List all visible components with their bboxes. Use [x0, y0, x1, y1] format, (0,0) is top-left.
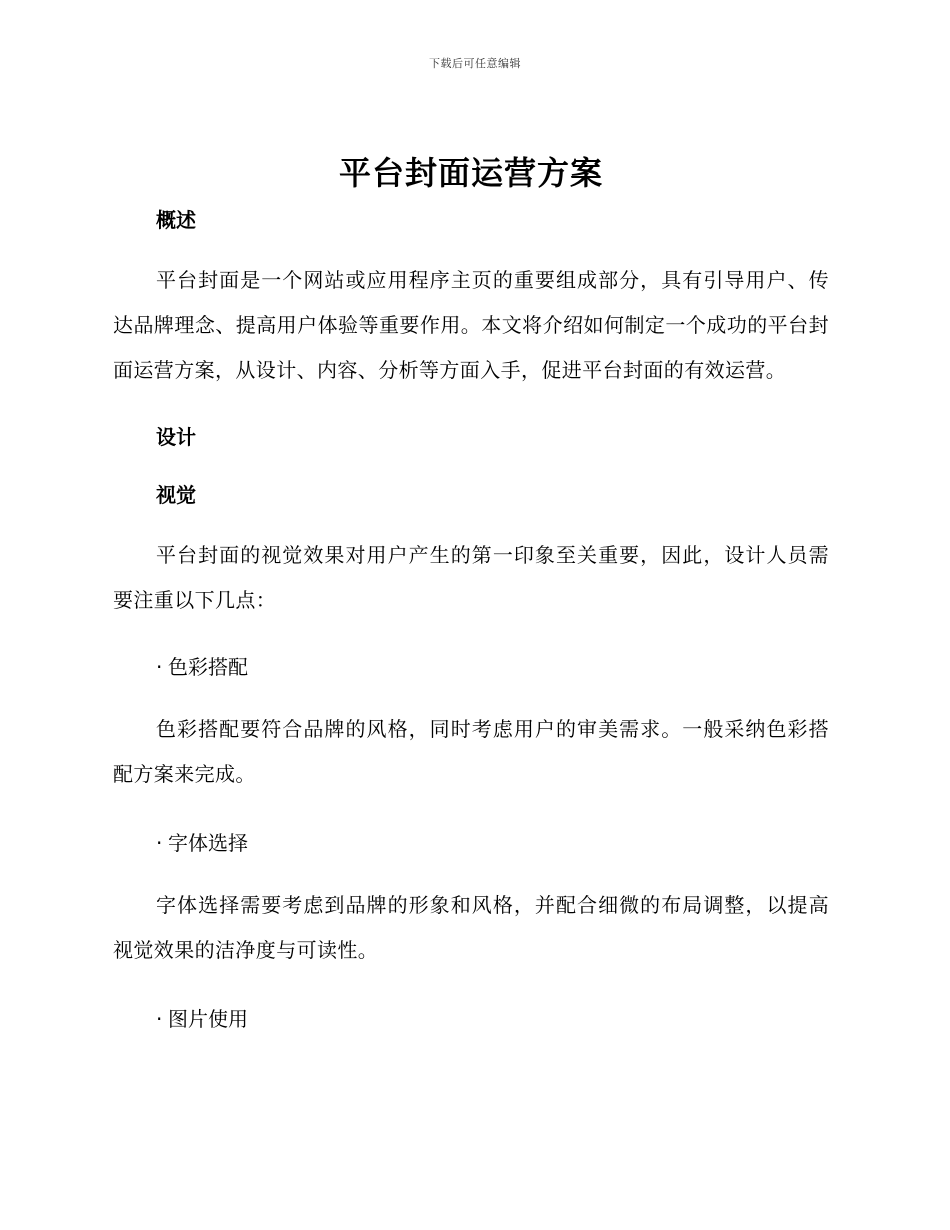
overview-paragraph: 平台封面是一个网站或应用程序主页的重要组成部分，具有引导用户、传达品牌理念、提高用户体验等重要作用。本文将介绍如何制定一个成功的平台封面运营方案，从设计、内容、分析等方面入手，促进平台封面的有效运营。: [113, 268, 829, 382]
color-matching-paragraph: 色彩搭配要符合品牌的风格，同时考虑用户的审美需求。一般采纳色彩搭配方案来完成。: [113, 717, 829, 786]
design-heading: 设计: [156, 425, 196, 449]
bullet-label: 字体选择: [168, 831, 248, 855]
bullet-dot: ·: [156, 1007, 163, 1031]
bullet-label: 色彩搭配: [168, 655, 248, 679]
font-selection-paragraph: 字体选择需要考虑到品牌的形象和风格，并配合细微的布局调整，以提高视觉效果的洁净度与可读性。: [113, 893, 829, 962]
bullet-color-matching: [113, 653, 829, 681]
document-body: [113, 148, 829, 1033]
bullet-label: 图片使用: [168, 1007, 248, 1031]
bullet-dot: ·: [156, 831, 163, 855]
bullet-dot: ·: [156, 655, 163, 679]
bullet-font-selection: [113, 829, 829, 857]
visual-heading: 视觉: [156, 483, 196, 507]
visual-paragraph: 平台封面的视觉效果对用户产生的第一印象至关重要，因此，设计人员需要注重以下几点：: [113, 543, 829, 612]
bullet-image-usage: [113, 1005, 829, 1033]
header-note: 下载后可任意编辑: [429, 57, 521, 70]
overview-heading: 概述: [156, 208, 196, 232]
document-title: 平台封面运营方案: [338, 154, 603, 192]
